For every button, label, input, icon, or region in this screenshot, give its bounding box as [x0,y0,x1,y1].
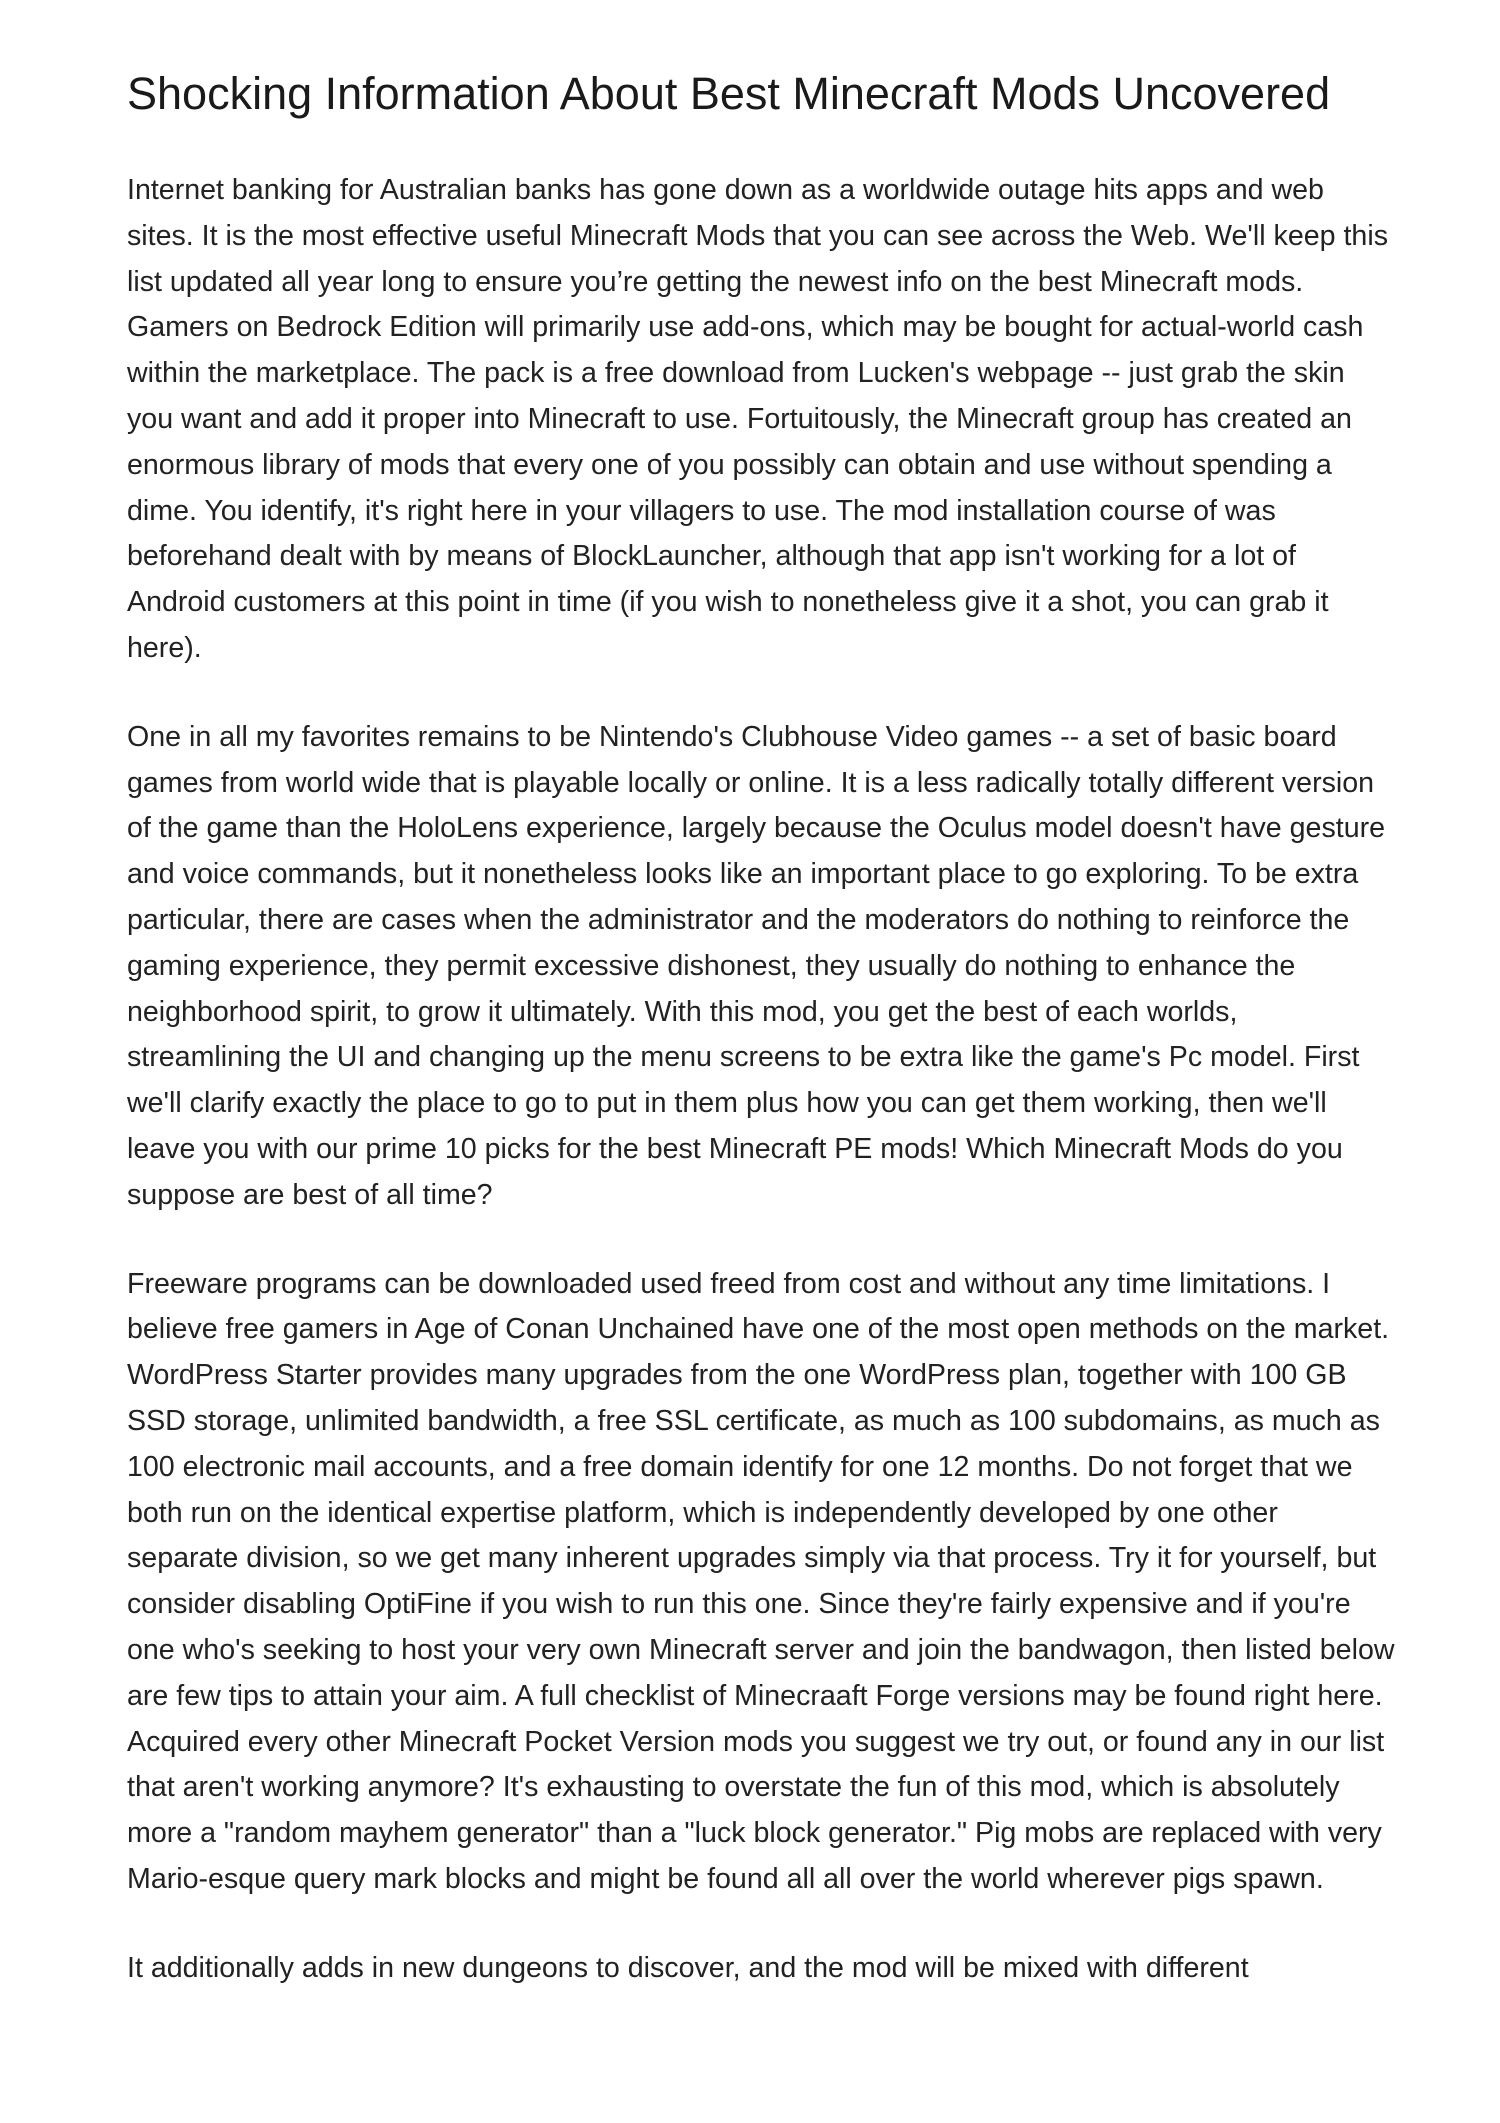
paragraph-4: It additionally adds in new dungeons to discover, and the mod will be mixed with different [127,1951,1249,1984]
paragraph-3: Freeware programs can be downloaded used freed from cost and without any time limitations. I believe free gamers in Age of Conan Unchained have one of the most open methods on the market. WordPress Starter provides many upgrades from the one WordPress plan, together with 100 GB SSD storage, unlimited bandwidth, a free SSL certificate, as much as 100 subdomains, as much as 100 electronic mail accounts, and a free domain identify for one 12 months. Do not forget that we both run on the identical expertise platform, which is independently developed by one other separate division, so we get many inherent upgrades simply via that process. Try it for yourself, but consider disabling OptiFine if you wish to run this one. Since they're fairly expensive and if you're one who's seeking to host your very own Minecraft server and join the bandwagon, then listed below are few tips to attain your aim. A full checklist of Minecraaft Forge versions may be found right here. Acquired every other Minecraft Pocket Version mods you suggest we try out, or found any in our list that aren't working anymore? It's exhausting to overstate the fun of this mod, which is absolutely more a "random mayhem generator" than a "luck block generator." Pig mobs are replaced with very Mario-esque query mark blocks and might be found all all over the world wherever pigs spawn. [127,1267,1395,1895]
paragraph-2: One in all my favorites remains to be Nintendo's Clubhouse Video games -- a set of basic board games from world wide that is playable locally or online. It is a less radically totally different version of the game than the HoloLens experience, largely because the Oculus model doesn't have gesture and voice commands, but it nonetheless looks like an important place to go exploring. To be extra particular, there are cases when the administrator and the moderators do nothing to reinforce the gaming experience, they permit excessive dishonest, they usually do nothing to enhance the neighborhood spirit, to grow it ultimately. With this mod, you get the best of each worlds, streamlining the UI and changing up the menu screens to be extra like the game's Pc model. First we'll clarify exactly the place to go to put in them plus how you can get them working, then we'll leave you with our prime 10 picks for the best Minecraft PE mods! Which Minecraft Mods do you suppose are best of all time? [127,720,1386,1211]
document-body [127,168,1395,2034]
document-title: Shocking Information About Best Minecraft Mods Uncovered [127,68,1331,119]
paragraph-1: Internet banking for Australian banks has gone down as a worldwide outage hits apps and web sites. It is the most effective useful Minecraft Mods that you can see across the Web. We'll keep this list updated all year long to ensure you’re getting the newest info on the best Minecraft mods. Gamers on Bedrock Edition will primarily use add-ons, which may be bought for actual-world cash within the marketplace. The pack is a free download from Lucken's webpage -- just grab the skin you want and add it proper into Minecraft to use. Fortuitously, the Minecraft group has created an enormous library of mods that every one of you possibly can obtain and use without spending a dime. You identify, it's right here in your villagers to use. The mod installation course of was beforehand dealt with by means of BlockLauncher, although that app isn't working for a lot of Android customers at this point in time (if you wish to nonetheless give it a shot, you can grab it here). [127,174,1388,664]
